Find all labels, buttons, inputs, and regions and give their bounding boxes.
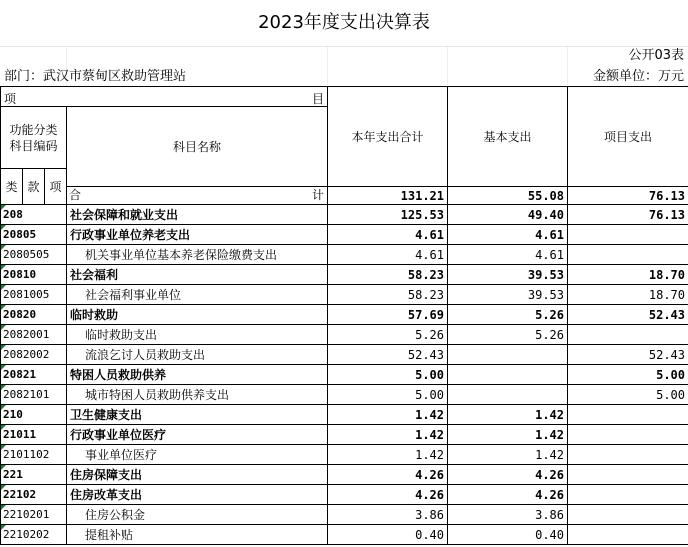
row-code: 2210201 xyxy=(1,505,67,525)
row-code: 20821 xyxy=(1,365,67,385)
row-code: 21011 xyxy=(1,425,67,445)
expenditure-table xyxy=(0,86,688,545)
header-total: 本年支出合计 xyxy=(328,87,448,187)
table-row xyxy=(1,225,688,245)
row-code: 2082101 xyxy=(1,385,67,405)
row-basic: 39.53 xyxy=(448,265,568,285)
row-project: 52.43 xyxy=(568,345,688,365)
row-basic xyxy=(448,345,568,365)
table-row xyxy=(1,405,688,425)
row-total: 1.42 xyxy=(328,425,448,445)
row-name: 事业单位医疗 xyxy=(67,445,328,465)
total-amount: 131.21 xyxy=(328,187,448,205)
row-code: 2082002 xyxy=(1,345,67,365)
row-basic: 4.61 xyxy=(448,245,568,265)
row-code: 208 xyxy=(1,205,67,225)
row-basic: 39.53 xyxy=(448,285,568,305)
row-total: 4.61 xyxy=(328,225,448,245)
row-total: 4.26 xyxy=(328,485,448,505)
header-basic: 基本支出 xyxy=(448,87,568,187)
row-name: 城市特困人员救助供养支出 xyxy=(67,385,328,405)
row-total: 4.61 xyxy=(328,245,448,265)
table-row xyxy=(1,285,688,305)
row-project xyxy=(568,225,688,245)
table-row xyxy=(1,465,688,485)
row-total: 5.26 xyxy=(328,325,448,345)
table-row xyxy=(1,265,688,285)
row-code: 20820 xyxy=(1,305,67,325)
header-xiang: 项 xyxy=(45,169,67,205)
row-project xyxy=(568,325,688,345)
row-project xyxy=(568,245,688,265)
row-basic: 1.42 xyxy=(448,425,568,445)
total-label-right: 计 xyxy=(311,188,324,202)
row-total: 58.23 xyxy=(328,285,448,305)
row-basic: 4.26 xyxy=(448,465,568,485)
row-code: 210 xyxy=(1,405,67,425)
table-row xyxy=(1,445,688,465)
row-name: 临时救助支出 xyxy=(67,325,328,345)
table-row xyxy=(1,425,688,445)
row-basic: 5.26 xyxy=(448,305,568,325)
header-kuan: 款 xyxy=(23,169,45,205)
table-row xyxy=(1,525,688,545)
header-func-code xyxy=(1,107,67,169)
row-project: 76.13 xyxy=(568,205,688,225)
table-row xyxy=(1,365,688,385)
row-basic: 5.26 xyxy=(448,325,568,345)
form-code: 公开03表 xyxy=(628,48,684,63)
row-name: 住房改革支出 xyxy=(67,485,328,505)
row-total: 3.86 xyxy=(328,505,448,525)
row-basic: 3.86 xyxy=(448,505,568,525)
header-item-left: 项 xyxy=(4,92,17,106)
row-total: 1.42 xyxy=(328,405,448,425)
row-name: 社会福利 xyxy=(67,265,328,285)
row-basic: 49.40 xyxy=(448,205,568,225)
row-code: 2101102 xyxy=(1,445,67,465)
row-code: 2080505 xyxy=(1,245,67,265)
row-code: 2082001 xyxy=(1,325,67,345)
table-row xyxy=(1,305,688,325)
row-project: 52.43 xyxy=(568,305,688,325)
row-total: 4.26 xyxy=(328,465,448,485)
row-code: 2210202 xyxy=(1,525,67,545)
header-project: 项目支出 xyxy=(568,87,688,187)
row-name: 社会福利事业单位 xyxy=(67,285,328,305)
row-name: 机关事业单位基本养老保险缴费支出 xyxy=(67,245,328,265)
row-name: 社会保障和就业支出 xyxy=(67,205,328,225)
row-code: 221 xyxy=(1,465,67,485)
row-name: 住房公积金 xyxy=(67,505,328,525)
row-project xyxy=(568,505,688,525)
row-total: 1.42 xyxy=(328,445,448,465)
row-code: 20805 xyxy=(1,225,67,245)
header-item xyxy=(1,87,328,107)
row-name: 行政事业单位医疗 xyxy=(67,425,328,445)
row-total: 58.23 xyxy=(328,265,448,285)
row-name: 临时救助 xyxy=(67,305,328,325)
total-label xyxy=(67,187,328,205)
unit-label: 金额单位：万元 xyxy=(592,69,684,84)
total-project: 76.13 xyxy=(568,187,688,205)
row-name: 特困人员救助供养 xyxy=(67,365,328,385)
row-project xyxy=(568,445,688,465)
row-code: 2081005 xyxy=(1,285,67,305)
row-project: 18.70 xyxy=(568,285,688,305)
header-func-code-line2: 科目编码 xyxy=(9,138,58,153)
row-total: 5.00 xyxy=(328,365,448,385)
row-name: 提租补贴 xyxy=(67,525,328,545)
row-basic: 1.42 xyxy=(448,445,568,465)
row-name: 卫生健康支出 xyxy=(67,405,328,425)
header-item-right: 目 xyxy=(311,92,324,106)
row-code: 20810 xyxy=(1,265,67,285)
row-basic: 1.42 xyxy=(448,405,568,425)
row-basic: 4.61 xyxy=(448,225,568,245)
row-project xyxy=(568,525,688,545)
page-title: 2023年度支出决算表 xyxy=(258,12,430,33)
row-project: 5.00 xyxy=(568,365,688,385)
row-project xyxy=(568,485,688,505)
department-label: 部门：武汉市蔡甸区救助管理站 xyxy=(4,69,187,84)
row-basic xyxy=(448,385,568,405)
total-basic: 55.08 xyxy=(448,187,568,205)
row-basic: 4.26 xyxy=(448,485,568,505)
row-total: 5.00 xyxy=(328,385,448,405)
row-total: 52.43 xyxy=(328,345,448,365)
header-func-code-line1: 功能分类 xyxy=(9,122,58,137)
table-row xyxy=(1,245,688,265)
row-project: 18.70 xyxy=(568,265,688,285)
row-name: 行政事业单位养老支出 xyxy=(67,225,328,245)
row-project xyxy=(568,465,688,485)
row-name: 流浪乞讨人员救助支出 xyxy=(67,345,328,365)
table-row xyxy=(1,325,688,345)
row-basic xyxy=(448,365,568,385)
row-total: 0.40 xyxy=(328,525,448,545)
table-row xyxy=(1,385,688,405)
row-basic: 0.40 xyxy=(448,525,568,545)
row-project xyxy=(568,425,688,445)
header-lei: 类 xyxy=(1,169,23,205)
row-total: 125.53 xyxy=(328,205,448,225)
table-row xyxy=(1,485,688,505)
row-project: 5.00 xyxy=(568,385,688,405)
header-subject-name: 科目名称 xyxy=(67,107,328,187)
table-row xyxy=(1,345,688,365)
row-project xyxy=(568,405,688,425)
table-row xyxy=(1,205,688,225)
row-code: 22102 xyxy=(1,485,67,505)
row-name: 住房保障支出 xyxy=(67,465,328,485)
total-label-left: 合 xyxy=(69,188,82,202)
table-row xyxy=(1,505,688,525)
row-total: 57.69 xyxy=(328,305,448,325)
